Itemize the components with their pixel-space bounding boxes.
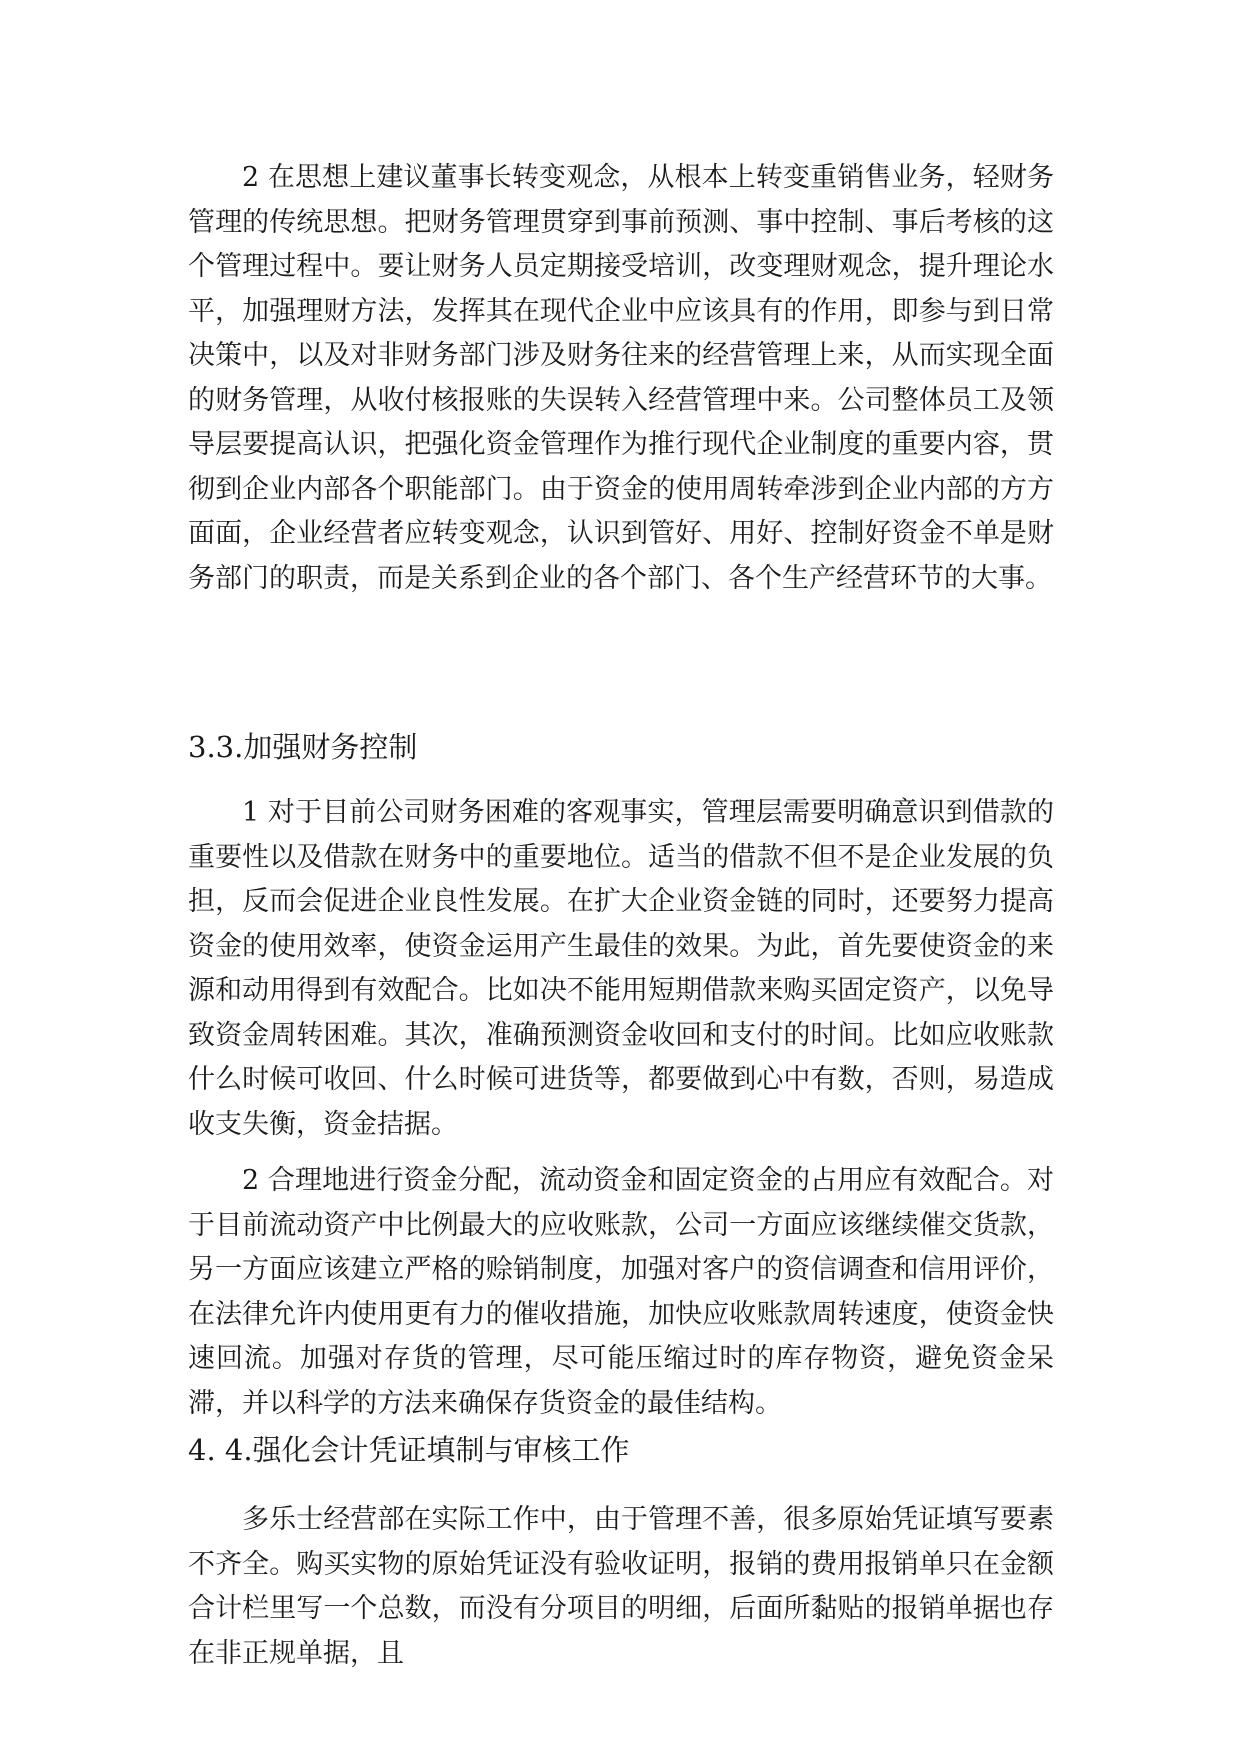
paragraph-borrowing: 1 对于目前公司财务困难的客观事实，管理层需要明确意识到借款的重要性以及借款在财务中的重要地位。适当的借款不但不是企业发展的负担，反而会促进企业良性发展。在扩大企业资金链的同时，还要努力提高资金的使用效率，使资金运用产生最佳的效果。为此，首先要使资金的来源和动用得到有效配合。比如决不能用短期借款来购买固定资产，以免导致资金周转困难。其次，准确预测资金收回和支付的时间。比如应收账款什么时候可收回、什么时候可进货等，都要做到心中有数，否则，易造成收支失衡，资金拮据。	[188, 797, 1054, 1140]
paragraph-ideology: 2 在思想上建议董事长转变观念，从根本上转变重销售业务，轻财务管理的传统思想。把财务管理贯穿到事前预测、事中控制、事后考核的这个管理过程中。要让财务人员定期接受培训，改变理财观念，提升理论水平，加强理财方法，发挥其在现代企业中应该具有的作用，即参与到日常决策中，以及对非财务部门涉及财务往来的经营管理上来，从而实现全面的财务管理，从收付核报账的失误转入经营管理中来。公司整体员工及领导层要提高认识，把强化资金管理作为推行现代企业制度的重要内容，贯彻到企业内部各个职能部门。由于资金的使用周转牵涉到企业内部的方方面面，企业经营者应转变观念，认识到管好、用好、控制好资金不单是财务部门的职责，而是关系到企业的各个部门、各个生产经营环节的大事。	[188, 162, 1054, 594]
document-page	[188, 156, 1054, 1676]
paragraph-fund-allocation: 2 合理地进行资金分配，流动资金和固定资金的占用应有效配合。对于目前流动资产中比例最大的应收账款，公司一方面应该继续催交货款，另一方面应该建立严格的赊销制度，加强对客户的资信调查和信用评价，在法律允许内使用更有力的催收措施，加快应收账款周转速度，使资金快速回流。加强对存货的管理，尽可能压缩过时的库存物资，避免资金呆滞，并以科学的方法来确保存货资金的最佳结构。	[188, 1165, 1054, 1419]
paragraph-voucher-issues: 多乐士经营部在实际工作中，由于管理不善，很多原始凭证填写要素不齐全。购买实物的原始凭证没有验收证明，报销的费用报销单只在金额合计栏里写一个总数，而没有分项目的明细，后面所黏贴的报销单据也存在非正规单据，且	[188, 1504, 1054, 1669]
section-heading-voucher-audit: 4. 4.强化会计凭证填制与审核工作	[188, 1433, 630, 1467]
section-heading-financial-control: 3.3.加强财务控制	[188, 730, 418, 764]
